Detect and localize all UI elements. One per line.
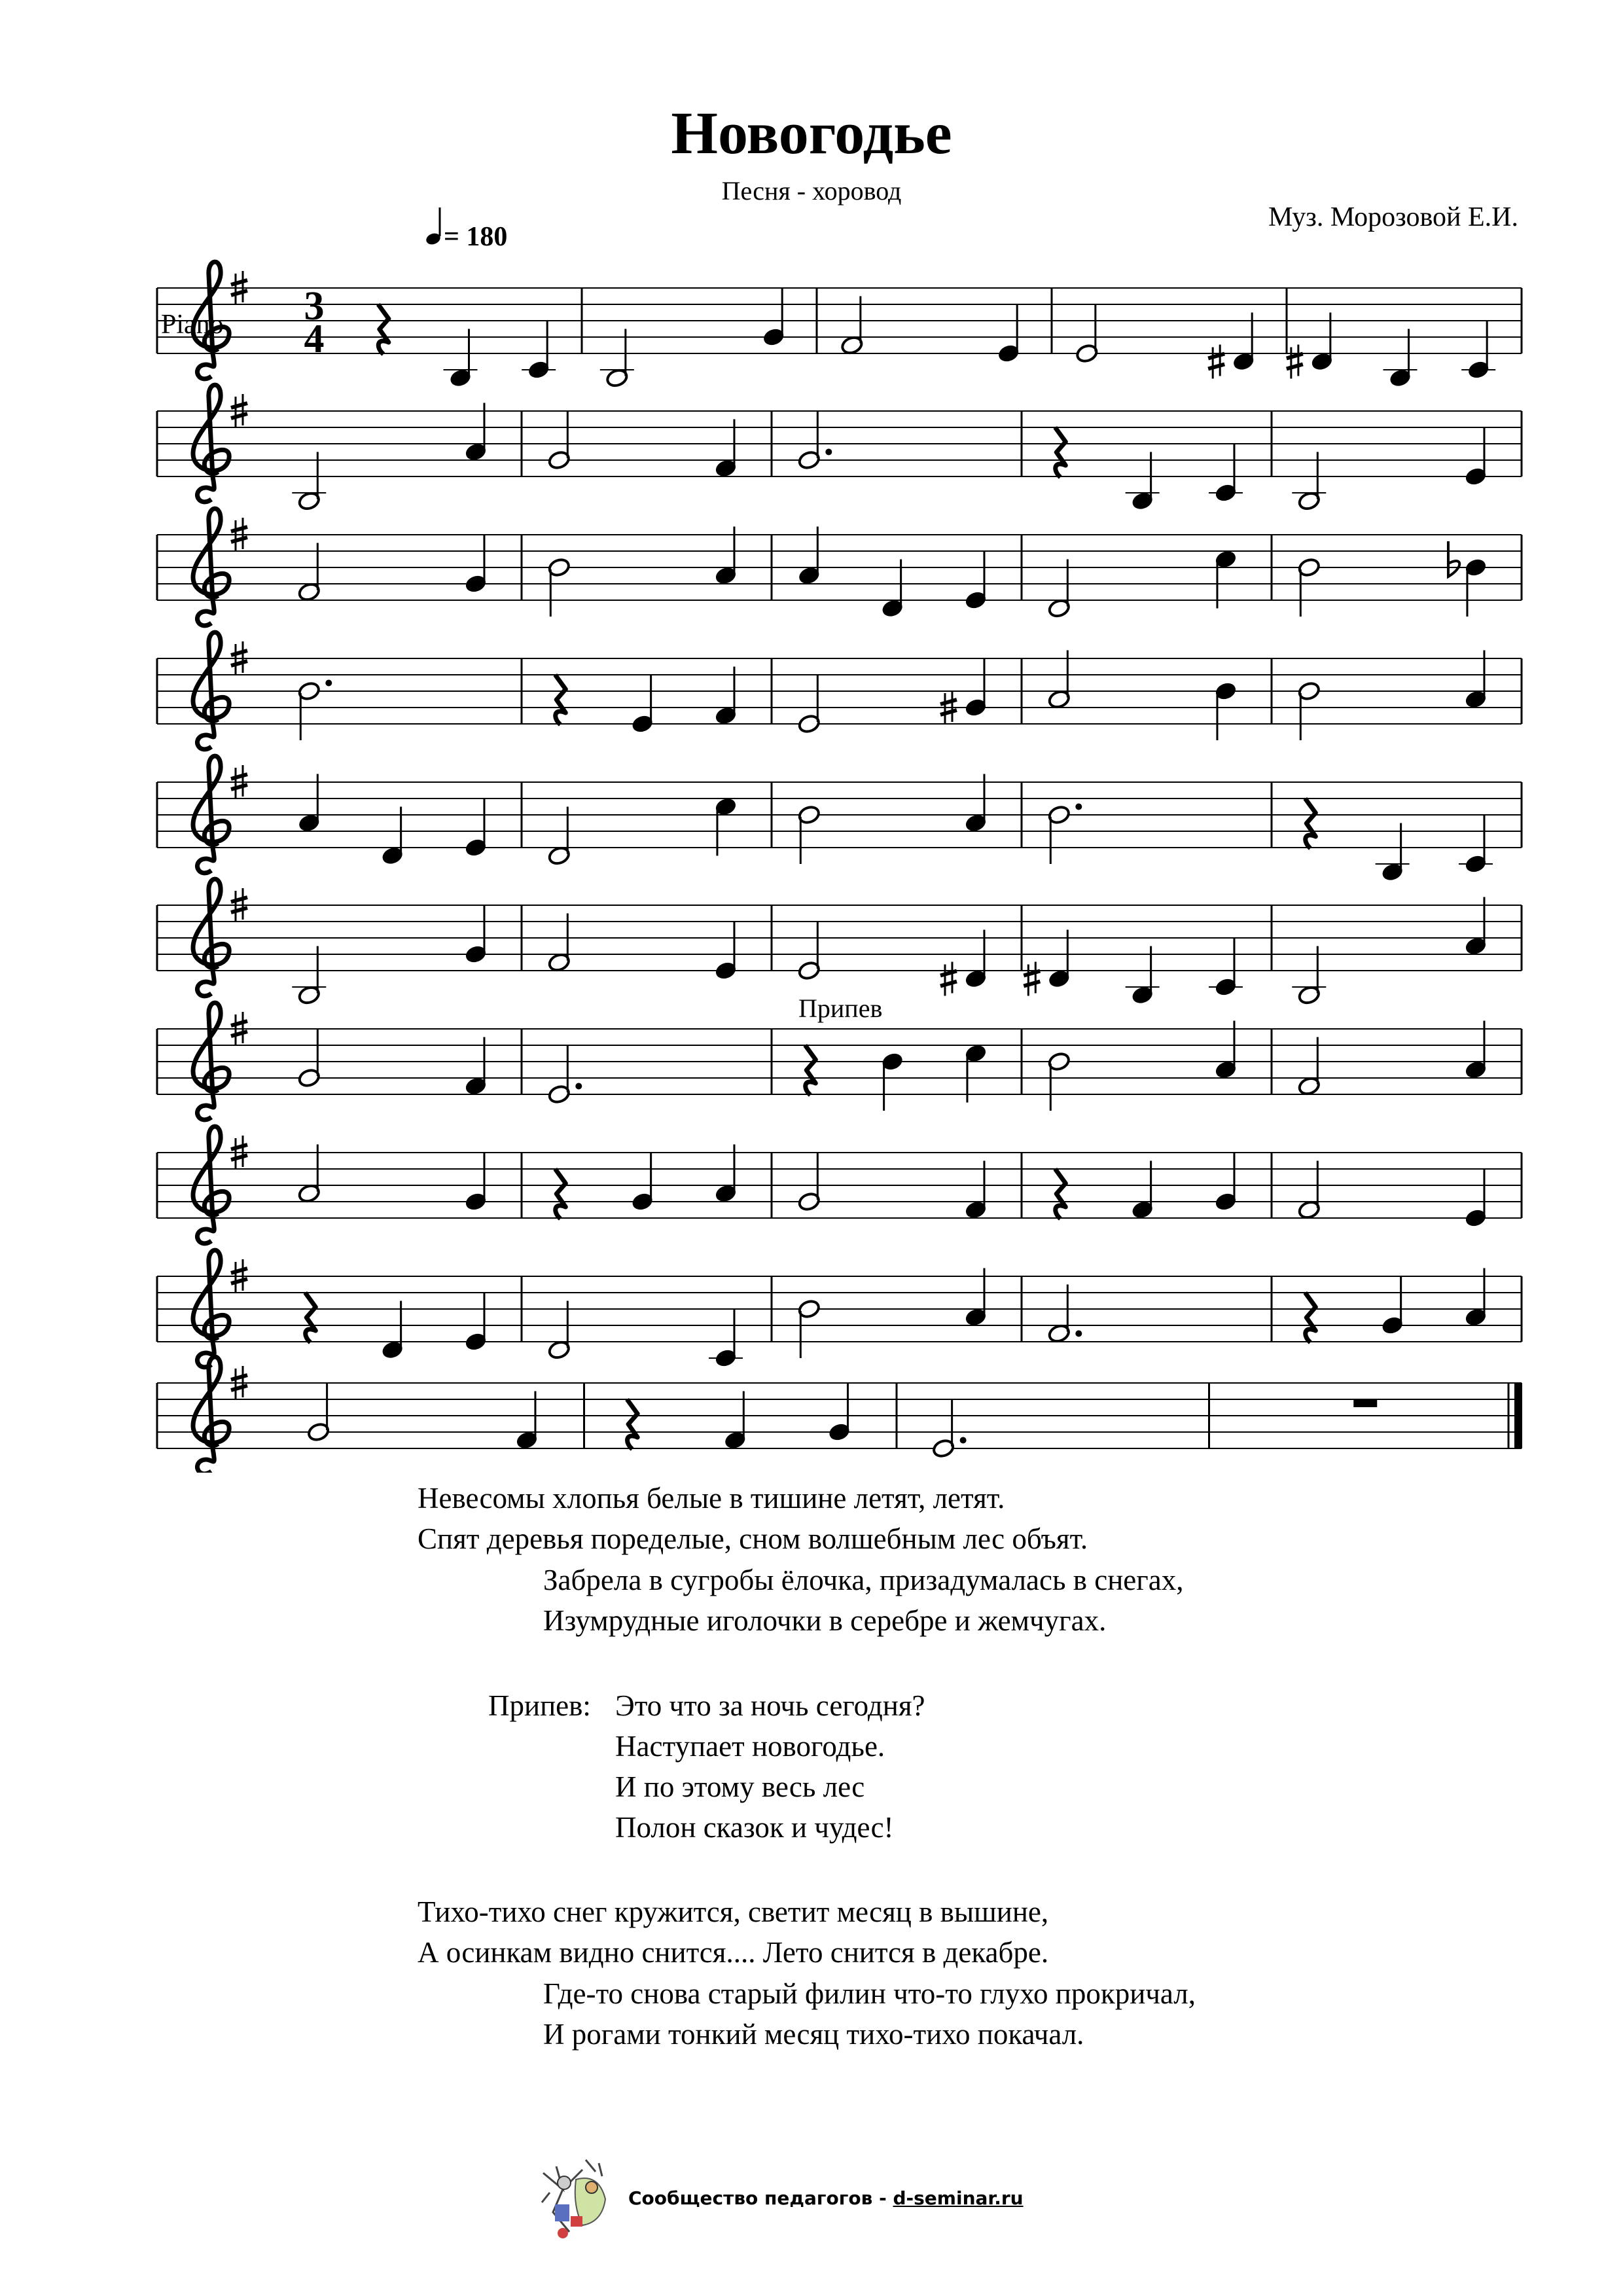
verse1-line: Изумрудные иголочки в серебре и жемчугах.	[543, 1604, 1107, 1637]
quarter-rest-icon	[805, 1045, 815, 1095]
whole-rest-icon	[1353, 1399, 1377, 1407]
tempo-value: = 180	[444, 222, 508, 252]
sharp-stroke	[231, 1375, 247, 1380]
augmentation-dot	[325, 680, 332, 687]
verse2-line: Где-то снова старый филин что-то глухо прокричал,	[543, 1977, 1196, 2010]
accidental-sharp	[1287, 345, 1303, 379]
sharp-stroke	[1208, 365, 1224, 369]
verse2-line: А осинкам видно снится.... Лето снится в декабре.	[418, 1936, 1049, 1969]
sharp-stroke	[1024, 982, 1040, 986]
accidental-sharp	[1024, 962, 1040, 996]
verse1-line: Невесомы хлопья белые в тишине летят, летят.	[418, 1482, 1005, 1515]
sharp-stroke	[231, 403, 247, 408]
instrument-label: Piano	[161, 310, 224, 340]
chorus-line: И по этому весь лес	[615, 1770, 865, 1803]
composer-credit: Муз. Морозовой Е.И.	[1268, 202, 1518, 232]
sharp-stroke	[231, 414, 247, 418]
sharp-stroke	[940, 982, 957, 986]
treble-clef-icon	[193, 1357, 229, 1473]
quarter-rest-icon	[555, 675, 565, 725]
song-title: Новогодье	[671, 99, 952, 166]
augmentation-dot	[825, 449, 832, 456]
sharp-stroke	[231, 1031, 247, 1036]
augmentation-dot	[575, 1083, 582, 1090]
sharp-stroke	[940, 710, 957, 715]
accidental-sharp	[940, 962, 957, 996]
verse1-line: Забрела в сугробы ёлочка, призадумалась в снегах,	[543, 1564, 1184, 1596]
verse2-line: И рогами тонкий месяц тихо-тихо покачал.	[543, 2018, 1084, 2051]
verse1-line: Спят деревья поределые, сном волшебным лес объят.	[418, 1522, 1088, 1555]
sharp-stroke	[940, 700, 957, 704]
quarter-rest-icon	[1055, 427, 1065, 477]
time-signature-bottom: 4	[304, 317, 325, 361]
chorus-line: Наступает новогодье.	[615, 1730, 885, 1763]
sharp-stroke	[1208, 354, 1224, 359]
verse2-line: Тихо-тихо снег кружится, светит месяц в вышине,	[418, 1895, 1049, 1928]
chorus-line: Полон сказок и чудес!	[615, 1811, 894, 1844]
sharp-stroke	[231, 1279, 247, 1283]
section-label-chorus: Припев	[798, 994, 883, 1023]
chorus-label: Припев:	[488, 1689, 591, 1722]
sharp-stroke	[231, 908, 247, 912]
quarter-rest-icon	[1305, 798, 1315, 848]
sharp-stroke	[231, 897, 247, 902]
augmentation-dot	[1075, 1331, 1082, 1337]
sharp-stroke	[231, 1145, 247, 1149]
augmentation-dot	[1075, 804, 1082, 810]
song-subtitle: Песня - хоровод	[721, 176, 902, 206]
footer-label: Сообщество педагогов -	[628, 2187, 893, 2209]
sharp-stroke	[231, 1386, 247, 1390]
sharp-stroke	[231, 1021, 247, 1026]
sharp-stroke	[940, 971, 957, 976]
quarter-rest-icon	[555, 1169, 565, 1219]
sharp-stroke	[231, 1155, 247, 1160]
sharp-stroke	[1024, 971, 1040, 976]
children-logo-icon	[537, 2153, 615, 2245]
flat-icon	[1448, 541, 1459, 577]
quarter-rest-icon	[378, 304, 389, 354]
sharp-stroke	[231, 1268, 247, 1273]
chorus-line: Это что за ночь сегодня?	[615, 1689, 925, 1722]
sharp-stroke	[231, 774, 247, 779]
flat-stroke	[1448, 541, 1459, 577]
quarter-rest-icon	[1055, 1169, 1065, 1219]
sharp-stroke	[231, 537, 247, 542]
time-signature-top: 3	[304, 284, 325, 329]
sharp-stroke	[231, 651, 247, 655]
footer	[537, 2153, 1126, 2245]
sharp-stroke	[231, 527, 247, 531]
sharp-stroke	[231, 785, 247, 789]
sharp-stroke	[1287, 354, 1303, 359]
sharp-stroke	[231, 661, 247, 666]
sharp-stroke	[231, 280, 247, 285]
augmentation-dot	[960, 1437, 967, 1444]
quarter-rest-icon	[627, 1399, 637, 1449]
footer-text	[628, 2187, 1024, 2209]
sharp-stroke	[231, 291, 247, 295]
treble-clef-stroke	[193, 1357, 229, 1473]
quarter-rest-icon	[1305, 1293, 1315, 1342]
sharp-stroke	[1287, 365, 1303, 369]
accidental-sharp	[1208, 345, 1224, 379]
quarter-rest-icon	[305, 1293, 315, 1342]
site-link[interactable]: d-seminar.ru	[893, 2187, 1024, 2209]
